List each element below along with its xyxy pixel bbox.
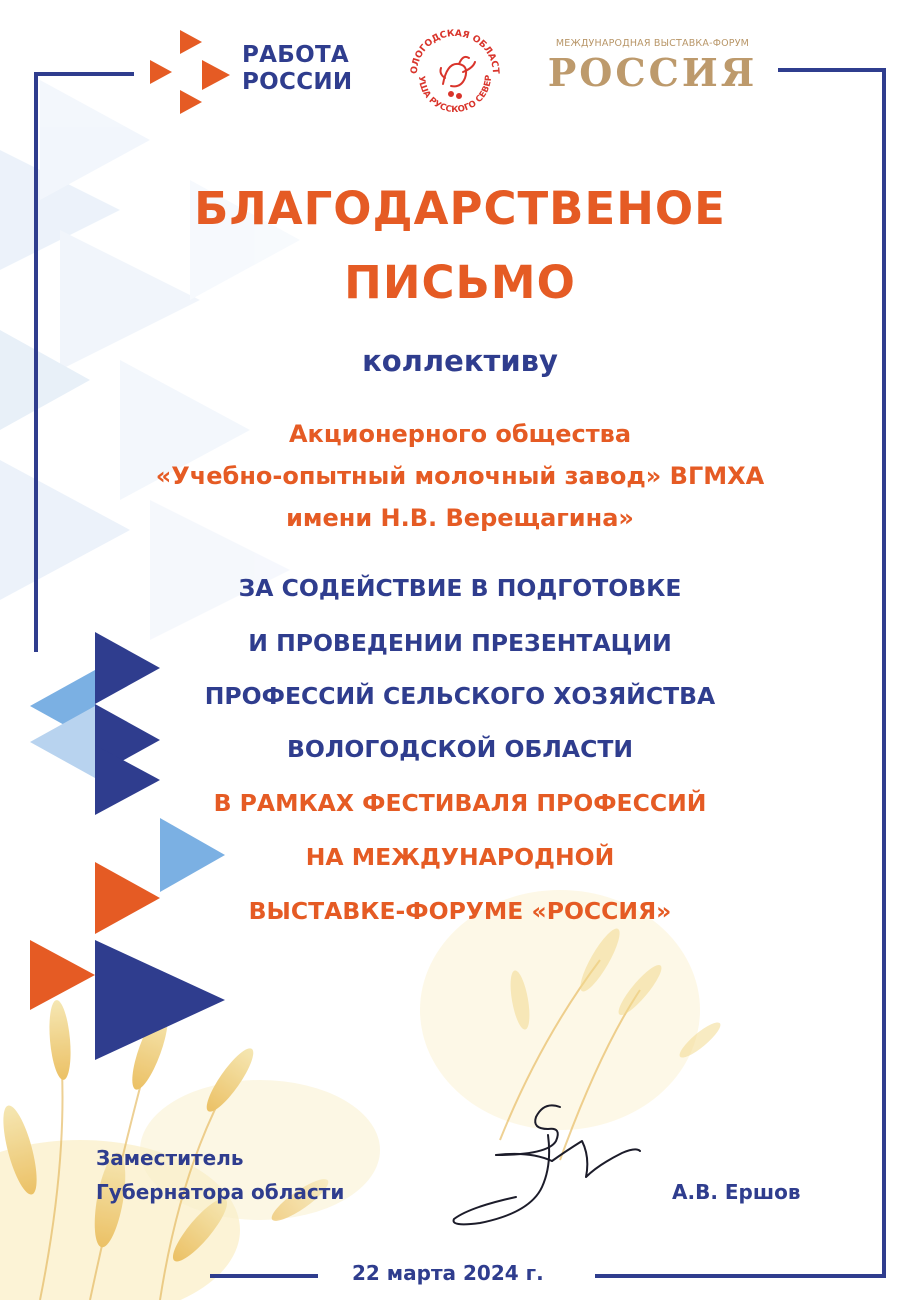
- vologda-arc-bottom: УША РУССКОГО СЕВЕР: [415, 74, 495, 116]
- rabota-line-2: РОССИИ: [242, 69, 353, 95]
- rossiya-caption: МЕЖДУНАРОДНАЯ ВЫСТАВКА-ФОРУМ: [555, 38, 750, 49]
- reason-line-2: И ПРОВЕДЕНИИ ПРЕЗЕНТАЦИИ: [248, 629, 672, 657]
- signer-position-line-1: Заместитель: [96, 1146, 244, 1170]
- rossiya-forum-logo: [540, 38, 765, 108]
- reason-line-3: ПРОФЕССИЙ СЕЛЬСКОГО ХОЗЯЙСТВА: [204, 682, 716, 710]
- rabota-line-1: РАБОТА: [242, 42, 350, 68]
- rabota-triangles-icon: [150, 30, 236, 116]
- signer-name: А.В. Ершов: [672, 1180, 801, 1204]
- reason-line-4: ВОЛОГОДСКОЙ ОБЛАСТИ: [286, 735, 634, 763]
- rossiya-word: РОССИЯ: [547, 50, 758, 95]
- handwritten-signature: [440, 1095, 650, 1235]
- bird-icon: [441, 57, 476, 98]
- frame-bottom-left: [210, 1274, 318, 1278]
- letter-title-line-2: ПИСЬМО: [344, 256, 576, 309]
- rabota-rossii-logo: [150, 28, 380, 118]
- signer-position-line-2: Губернатора области: [96, 1180, 345, 1204]
- svg-text:ВОЛОГОДСКАЯ ОБЛАСТЬ: [403, 22, 501, 75]
- reason-line-1: ЗА СОДЕЙСТВИЕ В ПОДГОТОВКЕ: [238, 574, 682, 602]
- vologda-region-emblem: [403, 22, 507, 126]
- event-line-3: ВЫСТАВКЕ-ФОРУМЕ «РОССИЯ»: [248, 897, 672, 925]
- org-line-1: Акционерного общества: [288, 420, 632, 448]
- letter-date: 22 марта 2024 г.: [352, 1261, 544, 1285]
- frame-top-left: [34, 72, 134, 76]
- frame-right: [882, 68, 886, 1278]
- event-line-1: В РАМКАХ ФЕСТИВАЛЯ ПРОФЕССИЙ: [213, 789, 707, 817]
- org-line-3: имени Н.В. Верещагина»: [286, 504, 634, 532]
- addressee: коллективу: [362, 344, 558, 378]
- org-line-2: «Учебно-опытный молочный завод» ВГМХА: [155, 462, 765, 490]
- event-line-2: НА МЕЖДУНАРОДНОЙ: [305, 843, 615, 871]
- letter-title-line-1: БЛАГОДАРСТВЕНОЕ: [194, 182, 726, 235]
- frame-bottom-right: [595, 1274, 886, 1278]
- frame-top-right: [778, 68, 886, 72]
- vologda-arc-top: ОЛОГОДСКАЯ ОБЛАСТ: [408, 27, 502, 75]
